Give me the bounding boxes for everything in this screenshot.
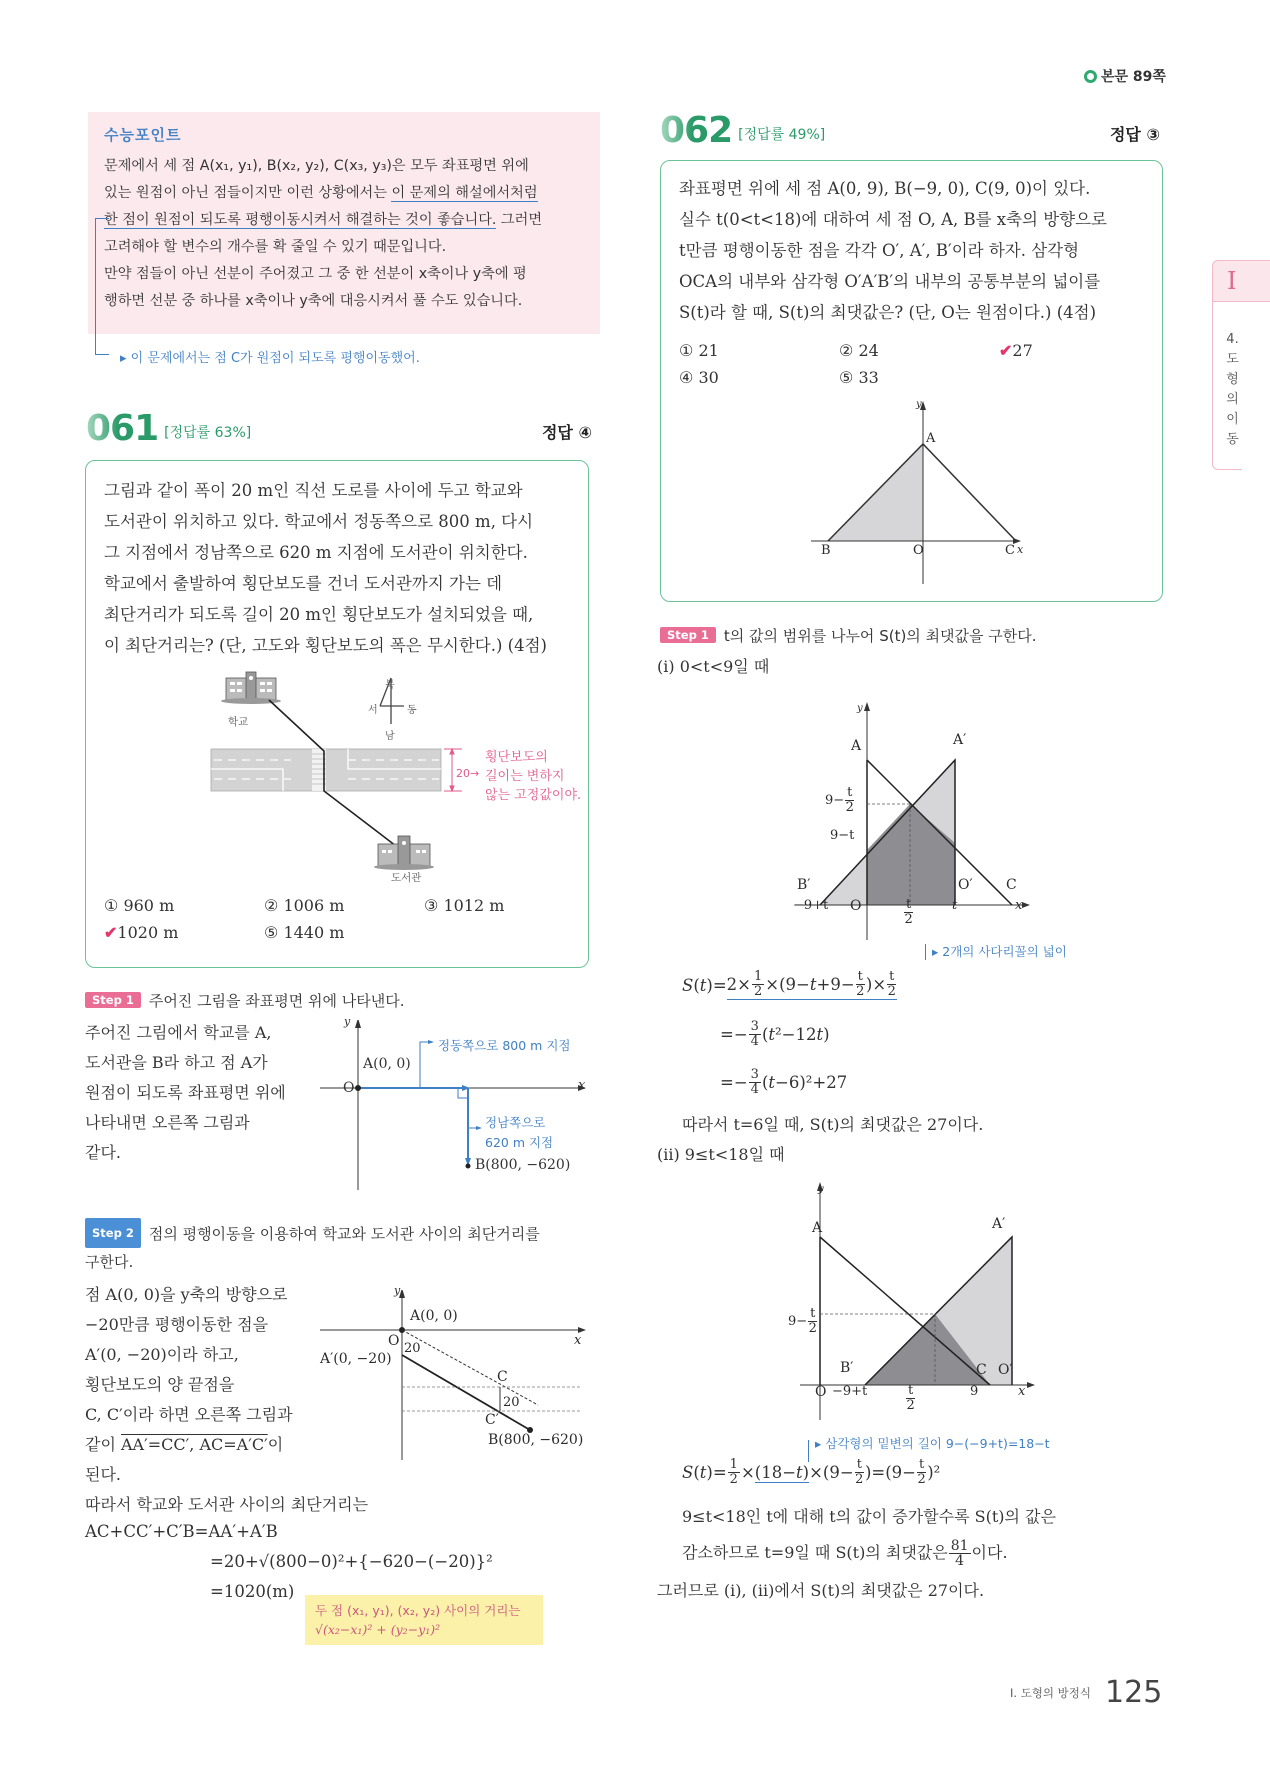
origin-label: O (815, 1384, 827, 1400)
x-label-t: t (952, 898, 958, 913)
point-a-prime-label: A′(0, −20) (320, 1351, 392, 1367)
equation-s-t-3: =− $\frac{3}{4}$ ( t −6)²+27 (720, 1067, 848, 1097)
point-a-label: A (812, 1220, 823, 1236)
checkmark-icon: ✔ (999, 341, 1013, 360)
step1-061-body: 주어진 그림에서 학교를 A, 도서관을 B라 하고 점 A가 원점이 되도록 좌표평면 위에 나타내면 오른쪽 그림과 같다. (85, 1023, 286, 1162)
equation-line-3: =1020(m) (210, 1582, 295, 1601)
choice-2[interactable]: ② 1006 m (264, 896, 345, 915)
problem-061-box (85, 460, 589, 968)
x-axis-label: x (574, 1333, 582, 1348)
choice-3[interactable]: ③ 1012 m (424, 896, 505, 915)
choice-4[interactable]: ④ 30 (679, 368, 719, 387)
point-c-label: C (976, 1362, 987, 1378)
school-label: 학교 (228, 716, 249, 728)
choice-1[interactable]: ① 960 m (104, 896, 175, 915)
x-axis-label: x (1015, 898, 1023, 913)
conclusion-text: 따라서 학교와 도서관 사이의 최단거리는 (85, 1495, 369, 1514)
step-badge: Step 1 (660, 627, 716, 643)
answer-label: 정답 ④ (541, 423, 592, 442)
decrease-text: 9≤t<18인 t에 대해 t의 값이 증가할수록 S(t)의 값은 (682, 1507, 1056, 1526)
x-axis-label: x (1017, 543, 1024, 556)
x-label-neg-9-plus-t: −9+t (793, 898, 829, 913)
y-axis-label: y (394, 1284, 401, 1297)
point-c-label: C (1006, 877, 1017, 893)
arrow-right-icon: ▸ (120, 351, 131, 366)
case-1-conclusion: 따라서 t=6일 때, S(t)의 최댓값은 27이다. (682, 1115, 984, 1134)
note-connector (925, 944, 926, 960)
step-badge: Step 1 (85, 992, 141, 1008)
east-note: 정동쪽으로 800 m 지점 (438, 1038, 571, 1053)
answer-label: 정답 ③ (1109, 125, 1160, 144)
origin-label: O (343, 1080, 355, 1096)
answer-choices (679, 341, 1159, 387)
choice-5[interactable]: ⑤ 1440 m (264, 923, 345, 942)
checkmark-icon: ✔ (104, 923, 118, 942)
arrow-right-icon: ▸ (932, 944, 943, 959)
compass-east: 동 (407, 705, 417, 716)
point-a-prime-label: A′ (953, 732, 967, 748)
tip-connector-line (95, 218, 109, 355)
library-icon (374, 836, 434, 870)
step-badge: Step 2 (85, 1218, 141, 1248)
page-footer (1010, 1675, 1162, 1710)
offset-label: 20 (404, 1341, 421, 1356)
point-b-label: B (821, 543, 831, 558)
arrow-right-icon: ▸ (815, 1436, 826, 1451)
crosswalk-length-label: 20 (503, 1395, 520, 1410)
width-label: 20→ (456, 767, 480, 780)
choice-2[interactable]: ② 24 (839, 341, 879, 360)
triangle-figure (801, 399, 1031, 589)
step2-061-heading: Step 2 점의 평행이동을 이용하여 학교와 도서관 사이의 최단거리를 구한다. (85, 1218, 595, 1276)
tip-note: ▸ 이 문제에서는 점 C가 원점이 되도록 평행이동했어. (120, 351, 420, 366)
step1-061-heading: Step 1 주어진 그림을 좌표평면 위에 나타낸다. (85, 990, 405, 1011)
footer-chapter: I. 도형의 방정식 (1010, 1685, 1092, 1700)
point-b-label: B(800, −620) (475, 1157, 571, 1173)
point-b-label: B(800, −620) (488, 1432, 584, 1448)
choice-4-checked[interactable]: ✔1020 m (104, 923, 179, 942)
correct-rate: [정답률 63%] (164, 425, 252, 441)
point-a-label: A (851, 738, 862, 754)
origin-label: O (850, 898, 862, 914)
chapter-numeral: I (1212, 260, 1270, 302)
point-o-prime-label: O′ (998, 1362, 1013, 1378)
final-conclusion: 그러므로 (i), (ii)에서 S(t)의 최댓값은 27이다. (657, 1581, 985, 1600)
problem-062-header (660, 110, 1160, 151)
chapter-side-tab[interactable] (1212, 260, 1270, 470)
library-label: 도서관 (391, 872, 422, 884)
x-axis-label: x (578, 1078, 586, 1093)
y-axis-label: y (857, 703, 863, 714)
point-a-label: A (926, 431, 936, 446)
point-a-label: A(0, 0) (410, 1308, 458, 1324)
step2-061-body: 점 A(0, 0)을 y축의 방향으로 −20만큼 평행이동한 점을 A′(0, −20)이라 하고, 횡단보도의 양 끝점을 C, C′이라 하면 오른쪽 그림과 같이 AA′=CC′, AC=A′C′이 된다. (85, 1285, 293, 1484)
y-label-9-minus-t-half: 9− $\frac{t}{2}$ (788, 1306, 817, 1336)
y-axis-label: y (818, 1184, 824, 1195)
compass-west: 서 (368, 705, 378, 716)
equation-s-t-4: S ( t )= $\frac{1}{2}$ × (18−t) ×(9− $\frac{t}{2}$ )=(9− $\frac{t}{2}$ )² (682, 1457, 941, 1487)
point-b-prime-label: B′ (840, 1360, 854, 1376)
tip-text: 문제에서 세 점 A(x₁, y₁), B(x₂, y₂), C(x₃, y₃)은 모두 좌표평면 위에 있는 원점이 아닌 점들이지만 이런 상황에서는 이 문제의 해설에서처럼 한 점이 원점이 되도록 평행이동시켜서 해결하는 것이 좋습니다. 그러면 고려해야 할 변수의 개수를 확 줄일 수 있기 때문입니다. 만약 점들이 아닌 선분이 주어졌고 그 중 한 선분이 x축이나 y축에 평 행하면 선분 중 하나를 x축이나 y축에 대응시켜서 풀 수도 있습니다. (104, 158, 543, 309)
reference-label: 본문 89쪽 (1101, 69, 1166, 85)
point-c-label: C (1005, 543, 1015, 558)
x-axis-label: x (1018, 1384, 1026, 1399)
point-c-label: C (497, 1369, 508, 1385)
x-label-t-half: $\frac{t}{2}$ (906, 1383, 915, 1413)
tip-box (88, 112, 600, 334)
x-label-9: 9 (970, 1384, 979, 1399)
point-b-prime-label: B′ (797, 877, 811, 893)
south-note-1: 정남쪽으로 (485, 1115, 546, 1130)
compass-north: 북 (385, 680, 395, 691)
origin-label: O (388, 1333, 400, 1349)
step1-062-heading: Step 1 t의 값의 범위를 나누어 S(t)의 최댓값을 구한다. (660, 625, 1037, 646)
reference-page (1084, 66, 1166, 86)
problem-number: 061 (86, 408, 159, 449)
x-label-neg-9-plus-t: −9+t (832, 1384, 868, 1399)
trapezoid-note: ▸ 2개의 사다리꼴의 넓이 (932, 944, 1067, 959)
equation-s-t-2: =− $\frac{3}{4}$ ( t ²−12 t ) (720, 1019, 830, 1049)
correct-rate: [정답률 49%] (738, 127, 826, 143)
section-title: 4. 도 형 의 이 동 (1212, 302, 1242, 470)
point-c-prime-label: C′ (485, 1412, 499, 1428)
page-number: 125 (1105, 1675, 1163, 1710)
south-note-2: 620 m 지점 (485, 1135, 554, 1150)
problem-number: 062 (660, 110, 733, 151)
choice-3-checked[interactable]: ✔27 (999, 341, 1033, 360)
problem-062-box (660, 160, 1163, 602)
equation-line-2: =20+√(800−0)²+{−620−(−20)}² (210, 1552, 493, 1571)
choice-1[interactable]: ① 21 (679, 341, 719, 360)
circle-bullet-icon (1084, 70, 1097, 83)
compass-south: 남 (385, 731, 395, 742)
y-label-9-minus-t: 9−t (830, 828, 855, 843)
point-o-prime-label: O′ (958, 877, 973, 893)
y-axis-label: y (916, 399, 922, 410)
equation-line-1: AC+CC′+C′B=AA′+A′B (85, 1522, 278, 1541)
question-text: 그림과 같이 폭이 20 m인 직선 도로를 사이에 두고 학교와 도서관이 위치하고 있다. 학교에서 정동쪽으로 800 m, 다시 그 지점에서 정남쪽으로 620 m 지점에 도서관이 위치한다. 학교에서 출발하여 횡단보도를 건너 도서관까지 가는 데 최단거리가 되도록 길이 20 m인 횡단보도가 설치되었을 때, 이 최단거리는? (단, 고도와 횡단보도의 폭은 무시한다.) (4점) (104, 481, 547, 655)
problem-061-header (86, 408, 592, 449)
choice-5[interactable]: ⑤ 33 (839, 368, 879, 387)
tip-title: 수능포인트 (104, 126, 182, 144)
base-length-note: ▸ 삼각형의 밑변의 길이 9−(−9+t)=18−t (815, 1436, 1050, 1451)
y-label-9-minus-t-half: 9− $\frac{t}{2}$ (825, 785, 854, 815)
point-a-label: A(0, 0) (363, 1056, 411, 1072)
distance-formula-hint: 두 점 (x₁, y₁), (x₂, y₂) 사이의 거리는 √(x₂−x₁)² + (y₂−y₁)² (305, 1595, 543, 1645)
x-label-t-half: $\frac{t}{2}$ (904, 897, 913, 927)
fixed-length-note: 횡단보도의 길이는 변하지 않는 고정값이야. (485, 750, 582, 803)
origin-label: O (913, 543, 924, 558)
school-icon (221, 672, 281, 704)
equation-s-t-1: S ( t )= 2× $\frac{1}{2}$ ×(9− t +9− $\frac{t}{2}$ )× $\frac{t}{2}$ (682, 969, 896, 999)
point-a-prime-label: A′ (992, 1216, 1006, 1232)
case-2-conclusion: 감소하므로 t=9일 때 S(t)의 최댓값은 $\frac{81}{4}$ 이다. (682, 1537, 1008, 1569)
case-1-label: (i) 0<t<9일 때 (657, 657, 770, 676)
answer-choices (104, 896, 584, 942)
case-2-label: (ii) 9≤t<18일 때 (657, 1145, 785, 1164)
question-text: 좌표평면 위에 세 점 A(0, 9), B(−9, 0), C(9, 0)이 있다. 실수 t(0<t<18)에 대하여 세 점 O, A, B를 x축의 방향으로 t만큼 평행이동한 점을 각각 O′, A′, B′이라 하자. 삼각형 OCA의 내부와 삼각형 O′A′B′의 내부의 공통부분의 넓이를 S(t)라 할 때, S(t)의 최댓값은? (단, O는 원점이다.) (4점) (679, 179, 1107, 322)
y-axis-label: y (344, 1015, 351, 1028)
